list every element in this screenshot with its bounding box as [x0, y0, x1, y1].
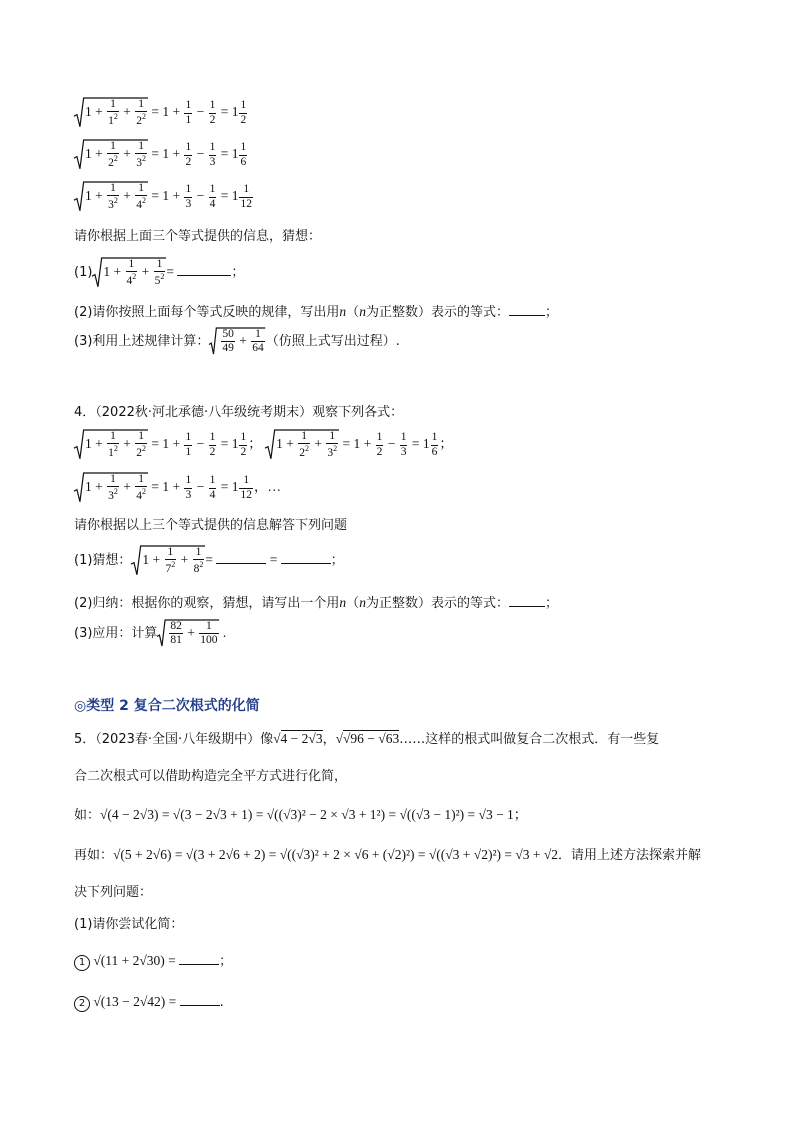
problem-5-question-1: (1)请你尝试化简：: [74, 917, 184, 932]
sqrt-expression: $\frac{50}{49}$ + $\frac{1}{64}$: [209, 328, 265, 355]
problem-5-item-2: 2 √(13 − 2√42) = .: [74, 993, 224, 1012]
radical-sign: [74, 473, 148, 503]
sqrt-expression: 1 + $\frac{1}{3^2}$ + $\frac{1}{4^2}$: [74, 473, 148, 503]
problem-4-equations-row-2: 1 + $\frac{1}{3^2}$ + $\frac{1}{4^2}$ = 1 + $\frac{1}{3}$ − $\frac{1}{4}$ = 1 $\frac{1}{12}$ ，…: [74, 473, 281, 503]
radical-sign: [131, 546, 205, 576]
answer-blank[interactable]: [281, 551, 331, 564]
sqrt-expression: 1 + $\frac{1}{4^2}$ + $\frac{1}{5^2}$: [92, 258, 166, 288]
problem-5-line-5: 决下列问题：: [74, 885, 153, 900]
block1-question-3: (3)利用上述规律计算： $\frac{50}{49}$ + $\frac{1}{64}$ （仿照上式写出过程）.: [74, 328, 400, 355]
equation-3: 1 + $\frac{1}{3^2}$ + $\frac{1}{4^2}$ = 1 + $\frac{1}{3}$ − $\frac{1}{4}$ = 1 $\frac{1}{12}$: [74, 182, 254, 212]
sqrt-expression: $\frac{82}{81}$ + $\frac{1}{100}$: [157, 620, 219, 647]
problem-4-title: 4．（2022秋·河北承德·八年级统考期末）观察下列各式：: [74, 405, 404, 420]
radical-sign: [265, 430, 339, 460]
answer-blank[interactable]: [509, 303, 545, 316]
problem-5-item-1: 1 √(11 + 2√30) = ；: [74, 952, 232, 971]
sqrt-expression: 1 + $\frac{1}{2^2}$ + $\frac{1}{3^2}$: [74, 140, 148, 170]
radical-sign: [209, 328, 265, 355]
sqrt-expression: 1 + $\frac{1}{3^2}$ + $\frac{1}{4^2}$: [74, 182, 148, 212]
answer-blank[interactable]: [177, 263, 231, 276]
problem-5-example-2: 再如：√(5 + 2√6) = √(3 + 2√6 + 2) = √((√3)² + 2 × √6 + (√2)²) = √((√3 + √2)²) = √3 + √2．请用上述方法探索并解: [74, 847, 702, 863]
radical-sign: [74, 182, 148, 212]
radical-sign: [157, 620, 219, 647]
sqrt-expression: 1 + $\frac{1}{1^2}$ + $\frac{1}{2^2}$: [74, 98, 148, 128]
answer-blank[interactable]: [216, 551, 266, 564]
problem-5-example-1: 如：√(4 − 2√3) = √(3 − 2√3 + 1) = √((√3)² − 2 × √3 + 1²) = √((√3 − 1)²) = √3 − 1；: [74, 807, 528, 823]
block1-question-1: (1) 1 + $\frac{1}{4^2}$ + $\frac{1}{5^2}$ = ；: [74, 258, 245, 288]
answer-blank[interactable]: [509, 594, 545, 607]
equation-2: 1 + $\frac{1}{2^2}$ + $\frac{1}{3^2}$ = 1 + $\frac{1}{2}$ − $\frac{1}{3}$ = 1 $\frac{1}{6}$: [74, 140, 248, 170]
circled-number-2: 2: [74, 996, 90, 1012]
answer-blank[interactable]: [180, 993, 220, 1006]
radical-example-2: √√96 − √63: [335, 731, 400, 746]
problem-4-question-3: (3)应用：计算 $\frac{82}{81}$ + $\frac{1}{100}$ .: [74, 620, 227, 647]
radical-sign: [92, 258, 166, 288]
radical-sign: [74, 430, 148, 460]
sqrt-expression: 1 + $\frac{1}{7^2}$ + $\frac{1}{8^2}$: [131, 546, 205, 576]
problem-5-line-1: 5．（2023春·全国·八年级期中）像√4 − 2√3，√√96 − √63……这样的根式叫做复合二次根式．有一些复: [74, 731, 660, 747]
problem-4-intro: 请你根据以上三个等式提供的信息解答下列问题: [74, 518, 348, 533]
problem-4-question-2: (2)归纳：根据你的观察，猜想，请写出一个用n（n为正整数）表示的等式： ；: [74, 595, 558, 611]
circled-number-1: 1: [74, 955, 90, 971]
block1-intro: 请你根据上面三个等式提供的信息，猜想：: [74, 229, 322, 244]
sqrt-expression: 1 + $\frac{1}{2^2}$ + $\frac{1}{3^2}$: [265, 430, 339, 460]
problem-4-question-1: (1)猜想： 1 + $\frac{1}{7^2}$ + $\frac{1}{8^2}$ = = ；: [74, 546, 344, 576]
sqrt-expression: 1 + $\frac{1}{1^2}$ + $\frac{1}{2^2}$: [74, 430, 148, 460]
block1-question-2: (2)请你按照上面每个等式反映的规律，写出用n（n为正整数）表示的等式： ；: [74, 304, 558, 320]
problem-5-line-2: 合二次根式可以借助构造完全平方式进行化简，: [74, 769, 348, 784]
radical-example-1: √4 − 2√3: [273, 731, 323, 746]
problem-4-equations-row-1: 1 + $\frac{1}{1^2}$ + $\frac{1}{2^2}$ = 1 + $\frac{1}{1}$ − $\frac{1}{2}$ = 1 $\frac{1}{2}$ ； 1 + $\frac{1}{2^2}$ + $\frac{1}{3^2}$ = 1 + $\frac{1}{2}$ − $\frac{1}{3}$ = 1 $\frac{1}{6}$ ；: [74, 430, 453, 460]
section-heading: ◎类型 2 复合二次根式的化简: [74, 698, 260, 714]
radical-sign: [74, 98, 148, 128]
answer-blank[interactable]: [179, 952, 219, 965]
equation-1: 1 + $\frac{1}{1^2}$ + $\frac{1}{2^2}$ = 1 + $\frac{1}{1}$ − $\frac{1}{2}$ = 1 $\frac{1}{2}$: [74, 98, 248, 128]
radical-sign: [74, 140, 148, 170]
